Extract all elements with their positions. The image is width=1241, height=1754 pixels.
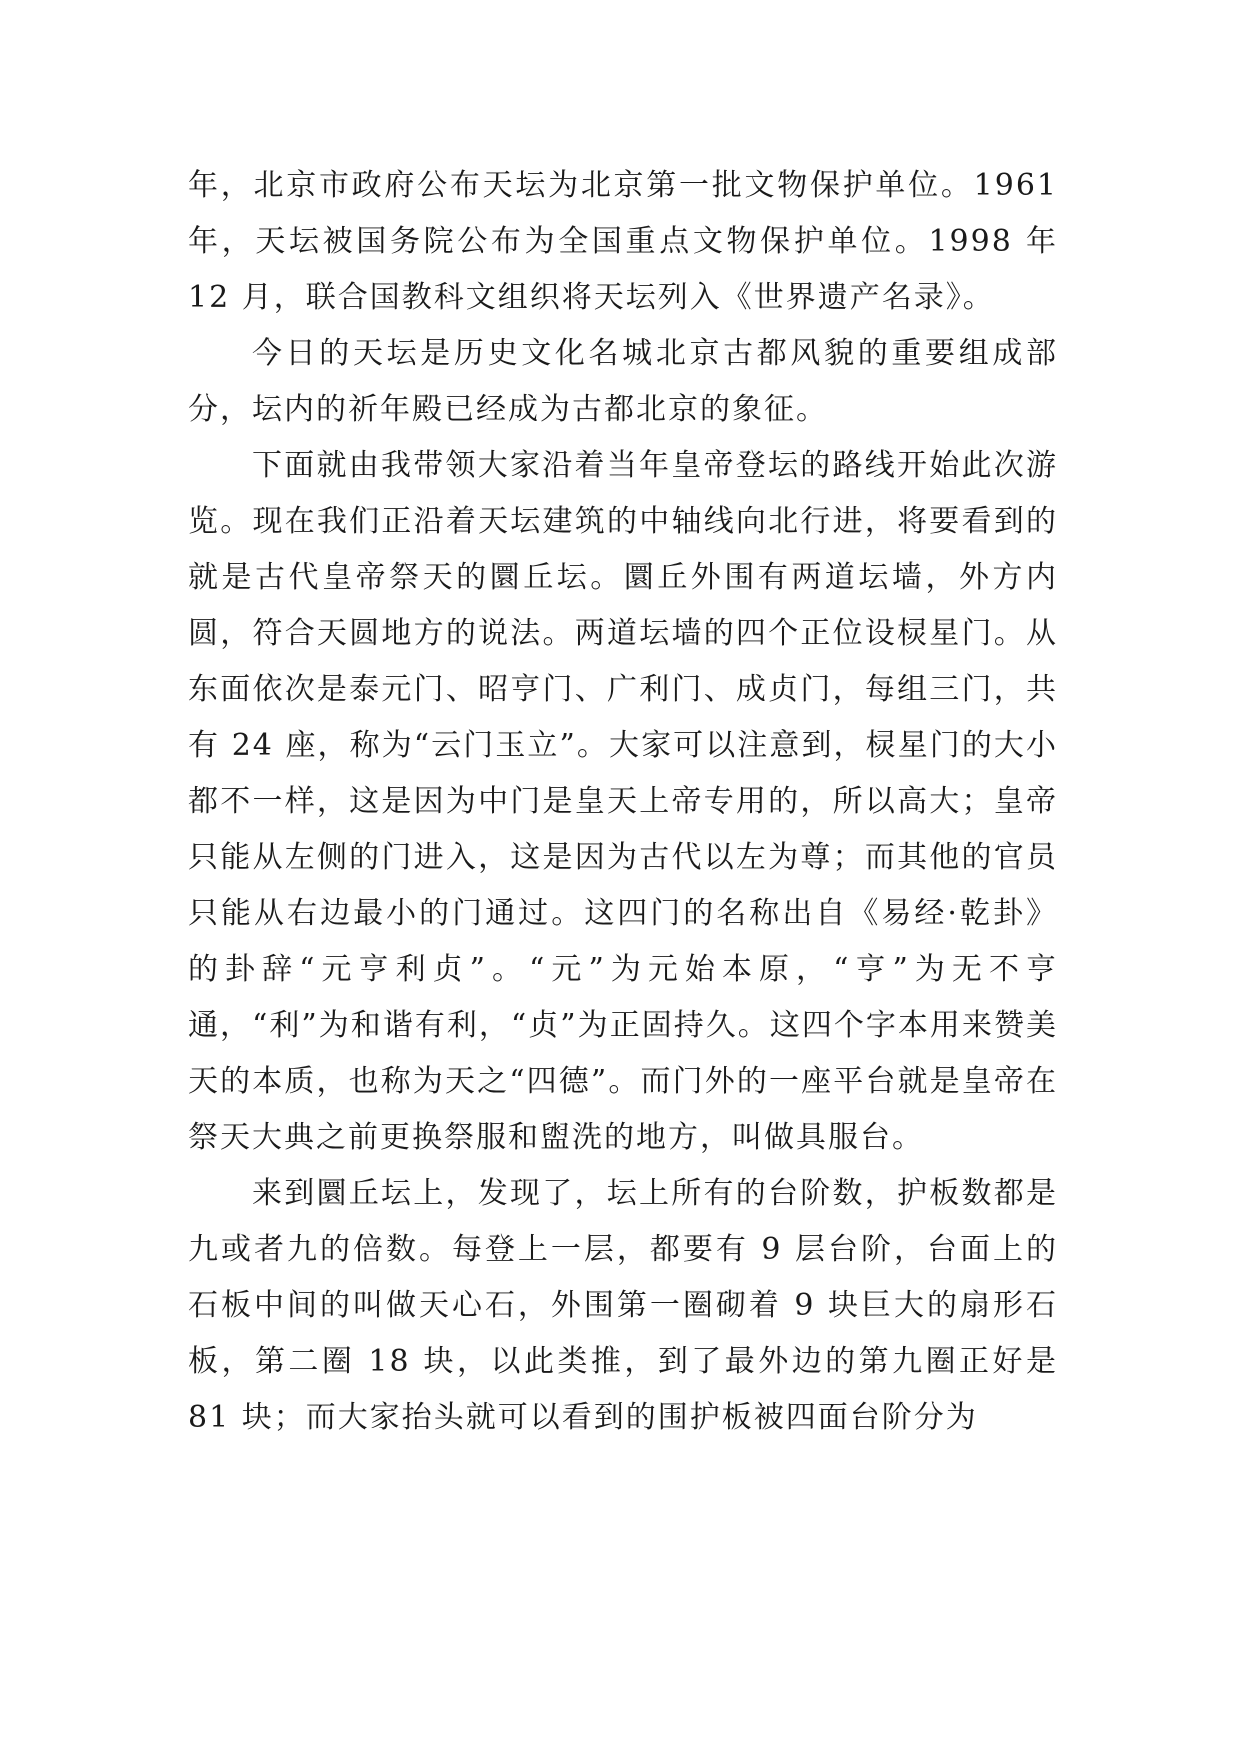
paragraph-2: 今日的天坛是历史文化名城北京古都风貌的重要组成部分，坛内的祈年殿已经成为古都北京的象征。 [188, 336, 1058, 427]
paragraph-1: 年，北京市政府公布天坛为北京第一批文物保护单位。1961年，天坛被国务院公布为全国重点文物保护单位。1998 年 12 月，联合国教科文组织将天坛列入《世界遗产名录》。 [188, 168, 1058, 315]
paragraph-3: 下面就由我带领大家沿着当年皇帝登坛的路线开始此次游览。现在我们正沿着天坛建筑的中轴线向北行进，将要看到的就是古代皇帝祭天的圜丘坛。圜丘外围有两道坛墙，外方内圆，符合天圆地方的说法。两道坛墙的四个正位设棂星门。从东面依次是泰元门、昭亨门、广利门、成贞门，每组三门，共有 24 座，称为“云门玉立”。大家可以注意到，棂星门的大小都不一样，这是因为中门是皇天上帝专用的，所以高大；皇帝只能从左侧的门进入，这是因为古代以左为尊；而其他的官员只能从右边最小的门通过。这四门的名称出自《易经·乾卦》的卦辞“元亨利贞”。“元”为元始本原，“亨”为无不亨通，“利”为和谐有利，“贞”为正固持久。这四个字本用来赞美天的本质，也称为天之“四德”。而门外的一座平台就是皇帝在祭天大典之前更换祭服和盥洗的地方，叫做具服台。 [188, 448, 1058, 1155]
paragraph-4: 来到圜丘坛上，发现了，坛上所有的台阶数，护板数都是九或者九的倍数。每登上一层，都要有 9 层台阶，台面上的石板中间的叫做天心石，外围第一圈砌着 9 块巨大的扇形石板，第二圈 18 块，以此类推，到了最外边的第九圈正好是 81 块；而大家抬头就可以看到的围护板被四面台阶分为 [188, 1176, 1058, 1435]
document-body [188, 158, 1058, 1446]
